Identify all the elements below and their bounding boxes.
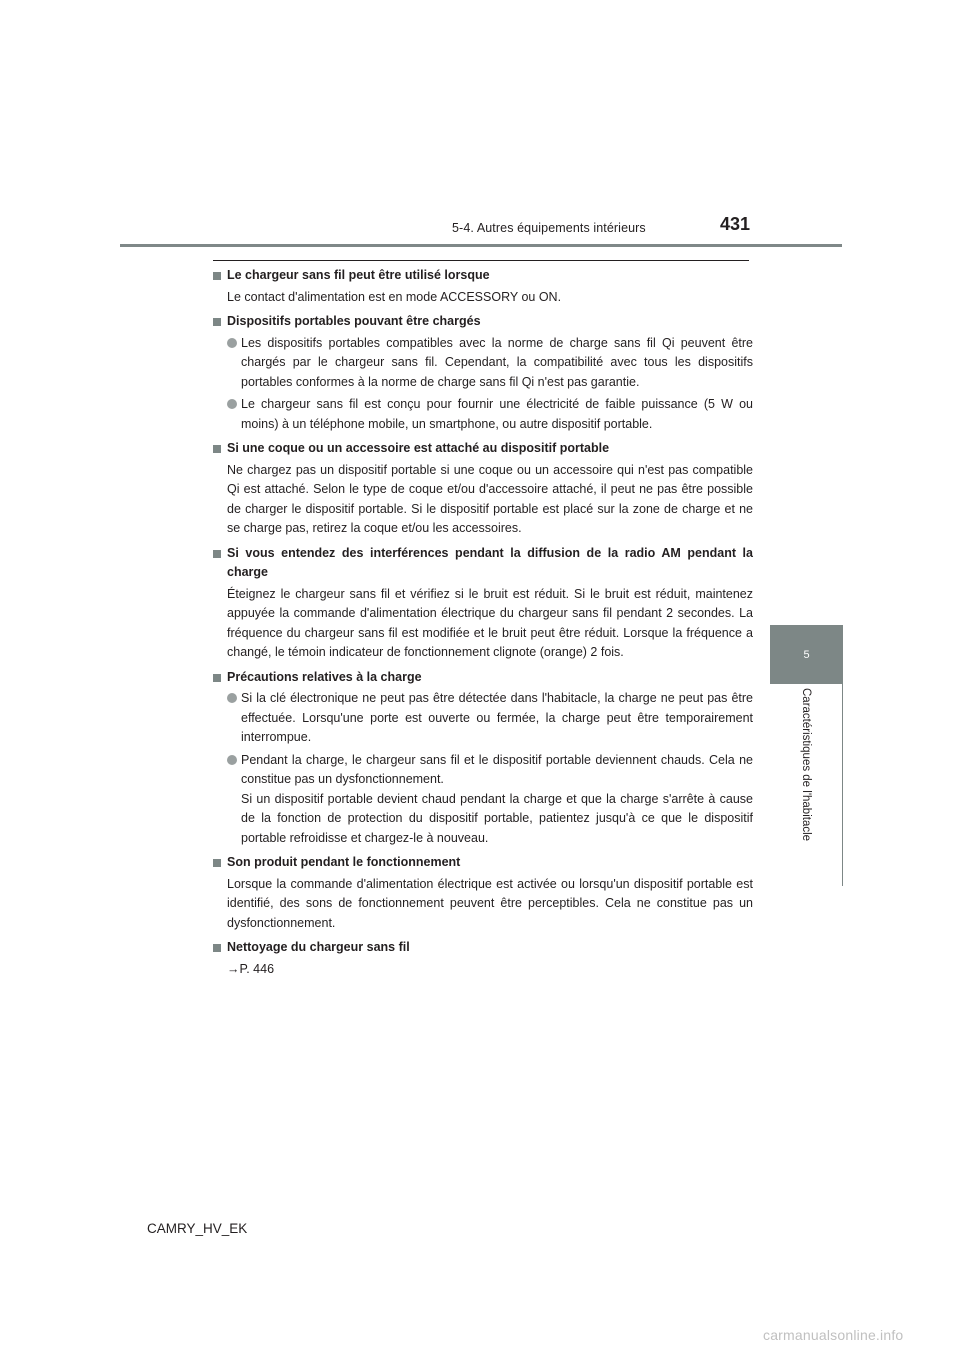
section-body: Ne chargez pas un dispositif portable si une coque ou un accessoire qui n'est pas compatible Qi est attaché. Selon le type de coque et/ou d'accessoire attaché, il peut ne pas être possible de charger le dispositif portable. Si le dispositif portable est placé sur la zone de charge et ne se charge pas, retirez la coque et/ou les accessoires. (227, 462, 753, 535)
section-heading (213, 938, 753, 958)
page-reference-link[interactable]: →P. 446 (227, 961, 275, 976)
list-item-text: Si la clé électronique ne peut pas être détectée dans l'habitacle, la charge ne peut pas être effectuée. Lorsqu'une porte est ouverte ou fermée, la charge peut être temporairement interrompue. (241, 691, 753, 744)
section-body: Lorsque la commande d'alimentation électrique est activée ou lorsqu'un dispositif portable est identifié, des sons de fonctionnement peuvent être perceptibles. Cela ne constitue pas un dysfonctionnement. (227, 876, 753, 930)
section-charging-precautions (213, 668, 753, 849)
list-item-line: Pendant la charge, le chargeur sans fil et le dispositif portable deviennent chauds. Cela ne constitue pas un dysfonctionnement. (241, 752, 753, 786)
list-item-text: Les dispositifs portables compatibles avec la norme de charge sans fil Qi peuvent être chargés par le chargeur sans fil. Cependant, la compatibilité avec tous les dispositifs portables conformes à la norme de charge sans fil Qi n'est pas garantie. (241, 335, 753, 389)
chapter-title-tab (770, 684, 843, 886)
section-heading-text: Nettoyage du chargeur sans fil (227, 940, 410, 954)
square-bullet-icon (213, 318, 221, 326)
section-heading-text: Précautions relatives à la charge (227, 669, 422, 684)
section-case-or-accessory (213, 439, 753, 539)
square-bullet-icon (213, 272, 221, 280)
header-rule (120, 244, 842, 247)
header-section-title: 5-4. Autres équipements intérieurs (452, 221, 646, 235)
list-item-line: Si un dispositif portable devient chaud pendant la charge et que la charge s'arrête à cause de la fonction de protection du dispositif portable, patientez jusqu'à ce que le dispositif portable refroidisse et chargez-le à nouveau. (241, 791, 753, 845)
list-item (213, 689, 753, 748)
chapter-tab (770, 625, 843, 684)
section-heading-text: Dispositifs portables pouvant être chargés (227, 314, 481, 328)
section-charger-usable-when (213, 266, 753, 307)
square-bullet-icon (213, 445, 221, 453)
circle-bullet-icon (227, 755, 237, 765)
list-item (213, 751, 753, 849)
square-bullet-icon (213, 674, 221, 682)
section-heading (213, 668, 753, 688)
chapter-title: Caractéristiques de l'habitacle (800, 688, 812, 842)
list-item-text (241, 751, 753, 849)
section-heading (213, 439, 753, 459)
section-body: Éteignez le chargeur sans fil et vérifiez si le bruit est réduit. Si le bruit est réduit, maintenez appuyée la commande d'alimentation électrique du chargeur sans fil pendant 2 secondes. La fréquence du chargeur sans fil est modifiée et le bruit peut être réduit. Lorsque la fréquence a changé, le témoin indicateur de fonctionnement clignote (orange) 2 fois. (227, 586, 753, 659)
model-code: CAMRY_HV_EK (147, 1221, 248, 1236)
chapter-number: 5 (803, 648, 810, 661)
list-item (213, 334, 753, 393)
list-item (213, 395, 753, 434)
section-heading-text: Si une coque ou un accessoire est attaché au dispositif portable (227, 441, 610, 455)
section-heading-text: Le chargeur sans fil peut être utilisé lorsque (227, 268, 490, 282)
section-am-radio-interference (213, 544, 753, 663)
square-bullet-icon (213, 944, 221, 952)
content-rule (213, 260, 749, 261)
section-heading (213, 266, 753, 286)
section-heading (213, 853, 753, 873)
circle-bullet-icon (227, 399, 237, 409)
square-bullet-icon (213, 859, 221, 867)
circle-bullet-icon (227, 693, 237, 703)
section-operation-sound (213, 853, 753, 933)
watermark: carmanualsonline.info (763, 1327, 904, 1343)
section-heading-text: Son produit pendant le fonctionnement (227, 855, 461, 869)
chapter-tab-divider (842, 684, 843, 886)
section-heading (213, 544, 753, 583)
section-chargeable-devices (213, 312, 753, 434)
section-heading (213, 312, 753, 332)
circle-bullet-icon (227, 338, 237, 348)
page-number: 431 (720, 214, 751, 234)
section-heading-text: Si vous entendez des interférences pendant la diffusion de la radio AM pendant la charge (227, 545, 753, 579)
square-bullet-icon (213, 550, 221, 558)
section-cleaning (213, 938, 753, 979)
section-body: Le contact d'alimentation est en mode ACCESSORY ou ON. (227, 289, 562, 304)
page-content (213, 266, 753, 984)
list-item-text: Le chargeur sans fil est conçu pour fournir une électricité de faible puissance (5 W ou moins) à un téléphone mobile, un smartphone, ou autre dispositif portable. (241, 397, 753, 431)
